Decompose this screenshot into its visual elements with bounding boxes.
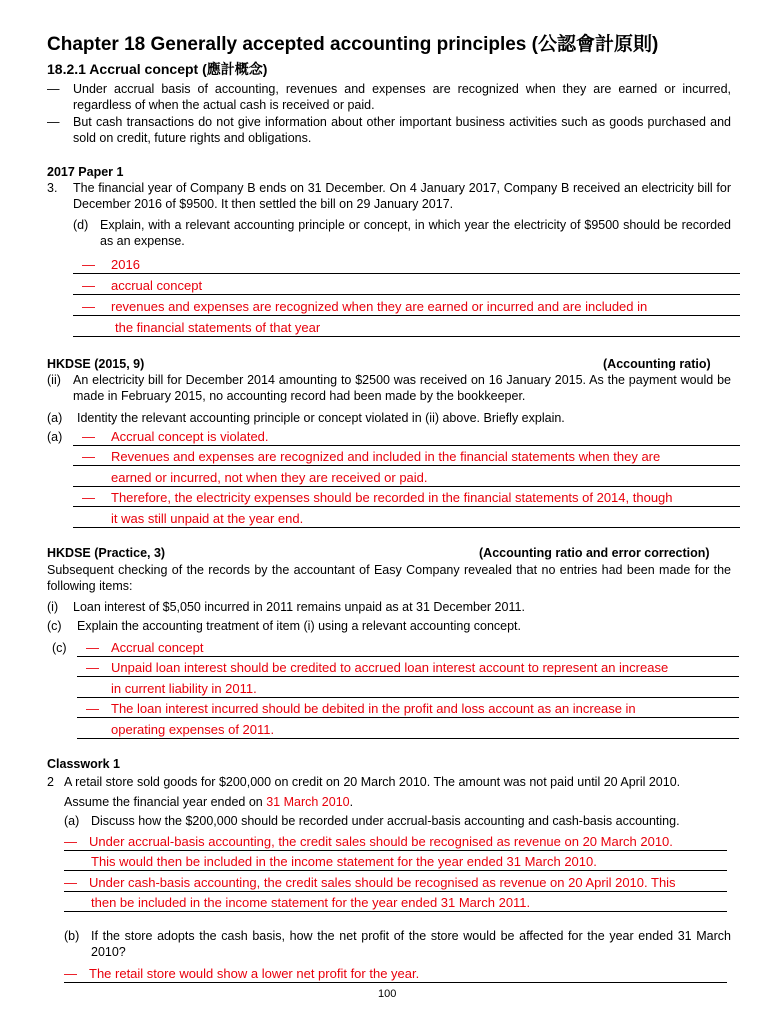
answer-line: Accrual concept is violated. [111,429,269,444]
answer-rule [77,717,739,718]
answer-line: it was still unpaid at the year end. [111,511,304,526]
answer-rule [73,294,740,295]
answer-line: Therefore, the electricity expenses should be recorded in the financial statements of 2014, though [111,490,673,505]
section-heading: Classwork 1 [47,757,120,771]
part-text: Discuss how the $200,000 should be recorded under accrual-basis accounting and cash-basis accounting. [91,814,680,828]
answer-line: accrual concept [111,278,203,293]
answer-dash: — [64,966,77,981]
highlighted-date: 31 March 2010 [266,795,350,809]
answer-line: Unpaid loan interest should be credited to accrued loan interest account to represent an increase [111,660,669,675]
answer-dash: — [64,834,77,849]
bullet-dash: — [47,82,60,96]
question-text: A retail store sold goods for $200,000 on credit on 20 March 2010. The amount was not paid until 20 April 2010. [64,775,681,789]
part-text: Explain the accounting treatment of item (i) using a relevant accounting concept. [77,619,522,633]
chapter-title: Chapter 18 Generally accepted accounting principles (公認會計原則) [47,34,659,55]
topic-label: (Accounting ratio and error correction) [479,546,710,560]
answer-rule [73,527,740,528]
answer-line: Under cash-basis accounting, the credit sales should be recognised as revenue on 20 April 2010. This [89,875,676,890]
answer-line: This would then be included in the income statement for the year ended 31 March 2010. [91,854,597,869]
answer-rule [64,891,727,892]
section-heading: HKDSE (2015, 9) [47,357,145,371]
answer-line: in current liability in 2011. [111,681,257,696]
answer-rule [73,273,740,274]
answer-line: the financial statements of that year [115,320,321,335]
question-text: The financial year of Company B ends on 31 December. On 4 January 2017, Company B received an electricity bill for December 2016 of $9500. It then settled the bill on 29 January 2017. [73,181,731,211]
answer-rule [64,870,727,871]
answer-rule [73,315,740,316]
answer-line: operating expenses of 2011. [111,722,275,737]
answer-line: earned or incurred, not when they are received or paid. [111,470,428,485]
answer-rule [77,738,739,739]
answer-dash: — [82,429,95,444]
answer-line: revenues and expenses are recognized when they are earned or incurred and are included in [111,299,648,314]
answer-dash: — [82,299,95,314]
answer-dash: — [82,278,95,293]
answer-rule [77,697,739,698]
answer-rule [73,465,740,466]
part-label: (a) [47,411,63,425]
answer-dash: — [64,875,77,890]
answer-line: Revenues and expenses are recognized and included in the financial statements when they are [111,449,661,464]
question-number: 2 [47,775,54,789]
section-heading: 2017 Paper 1 [47,165,124,179]
page-number: 100 [378,988,397,1000]
answer-rule [64,911,727,912]
answer-rule [64,850,727,851]
answer-rule [73,336,740,337]
part-label: (a) [64,814,80,828]
answer-rule [73,486,740,487]
part-text: Identity the relevant accounting principle or concept violated in (ii) above. Briefly explain. [77,411,565,425]
question-text: Assume the financial year ended on 31 March 2010. [64,795,354,809]
section-heading: HKDSE (Practice, 3) [47,546,166,560]
answer-line: The retail store would show a lower net profit for the year. [89,966,420,981]
part-text: Explain, with a relevant accounting principle or concept, in which year the electricity of $9500 should be recorded as an expense. [100,218,731,248]
answer-line: Under accrual-basis accounting, the credit sales should be recognised as revenue on 20 March 2010. [89,834,673,849]
part-label: (c) [47,619,62,633]
item-label: (ii) [47,373,61,387]
answer-rule [73,445,740,446]
question-number: 3. [47,181,58,195]
answer-rule [73,506,740,507]
answer-rule [77,676,739,677]
item-text: An electricity bill for December 2014 amounting to $2500 was received on 16 January 2015. As the payment would be made in February 2015, no accounting record had been made by the bookkeeper. [73,373,731,403]
answer-dash: — [86,640,99,655]
intro-text: Subsequent checking of the records by the accountant of Easy Company revealed that no entries had been made for the following items: [47,563,731,593]
answer-label: (c) [52,641,67,655]
answer-line: then be included in the income statement for the year ended 31 March 2011. [91,895,531,910]
answer-dash: — [82,257,95,272]
item-label: (i) [47,600,59,614]
bullet-text: Under accrual basis of accounting, revenues and expenses are recognized when they are earned or incurred, regardless of when the actual cash is received or paid. [73,82,731,112]
bullet-dash: — [47,115,60,129]
bullet-text: But cash transactions do not give information about other important business activities such as goods purchased and sold on credit, future rights and obligations. [73,115,731,145]
part-label: (d) [73,218,89,232]
answer-line: 2016 [111,257,140,272]
item-text: Loan interest of $5,050 incurred in 2011 remains unpaid as at 31 December 2011. [73,600,525,614]
answer-dash: — [86,701,99,716]
answer-label: (a) [47,430,63,444]
answer-dash: — [82,449,95,464]
topic-label: (Accounting ratio) [603,357,711,371]
section-title: 18.2.1 Accrual concept (應計概念) [47,61,268,77]
answer-line: Accrual concept [111,640,204,655]
answer-dash: — [86,660,99,675]
part-label: (b) [64,929,80,943]
answer-rule [64,982,727,983]
answer-dash: — [82,490,95,505]
answer-rule [77,656,739,657]
part-text: If the store adopts the cash basis, how the net profit of the store would be affected for the year ended 31 March 2010? [91,929,731,959]
answer-line: The loan interest incurred should be debited in the profit and loss account as an increase in [111,701,636,716]
